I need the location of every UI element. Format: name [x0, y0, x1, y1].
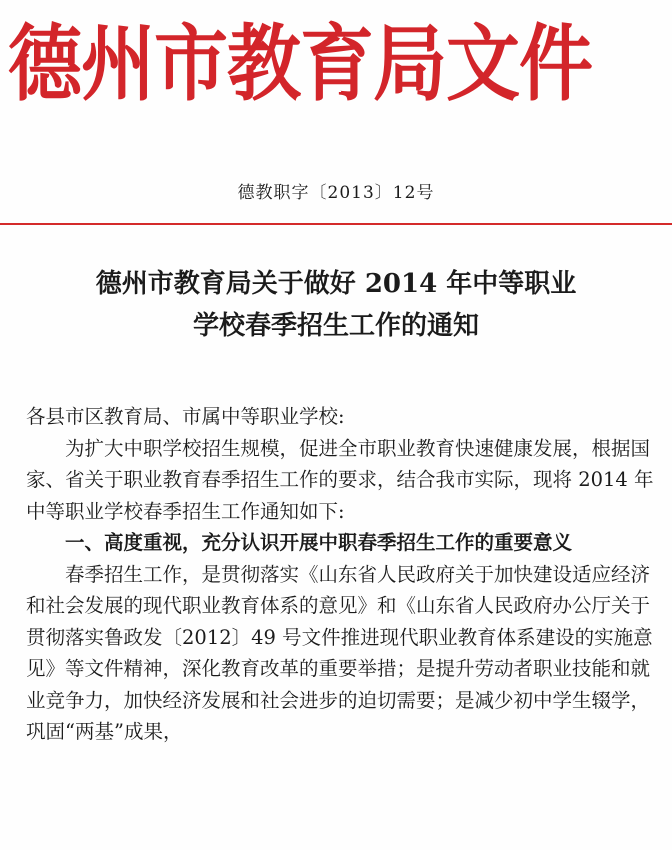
- document-body: [26, 401, 666, 748]
- intro-paragraph: 为扩大中职学校招生规模，促进全市职业教育快速健康发展，根据国家、省关于职业教育春季招生工作的要求，结合我市实际，现将 2014 年中等职业学校春季招生工作通知如下:: [26, 436, 654, 523]
- masthead-title: 德州市教育局文件: [8, 16, 592, 113]
- section-one-paragraph: 春季招生工作，是贯彻落实《山东省人民政府关于加快建设适应经济和社会发展的现代职业教育体系的意见》和《山东省人民政府办公厅关于贯彻落实鲁政发〔2012〕49 号文件推进现代职业教育体系建设的实施意见》等文件精神，深化教育改革的重要举措；是提升劳动者职业技能和就业竞争力，加快经济发展和社会进步的迫切需要；是减少初中学生辍学，巩固“两基”成果，: [26, 562, 653, 743]
- red-divider-line: [0, 223, 672, 225]
- document-title-line-2: 学校春季招生工作的通知: [192, 311, 479, 341]
- section-one-heading: 一、高度重视，充分认识开展中职春季招生工作的重要意义: [65, 531, 573, 554]
- document-title-line-1: 德州市教育局关于做好 2014 年中等职业: [95, 269, 577, 299]
- document-number: 德教职字〔2013〕12号: [237, 183, 435, 203]
- salutation: 各县市区教育局、市属中等职业学校:: [26, 405, 345, 428]
- document-title: [0, 263, 672, 347]
